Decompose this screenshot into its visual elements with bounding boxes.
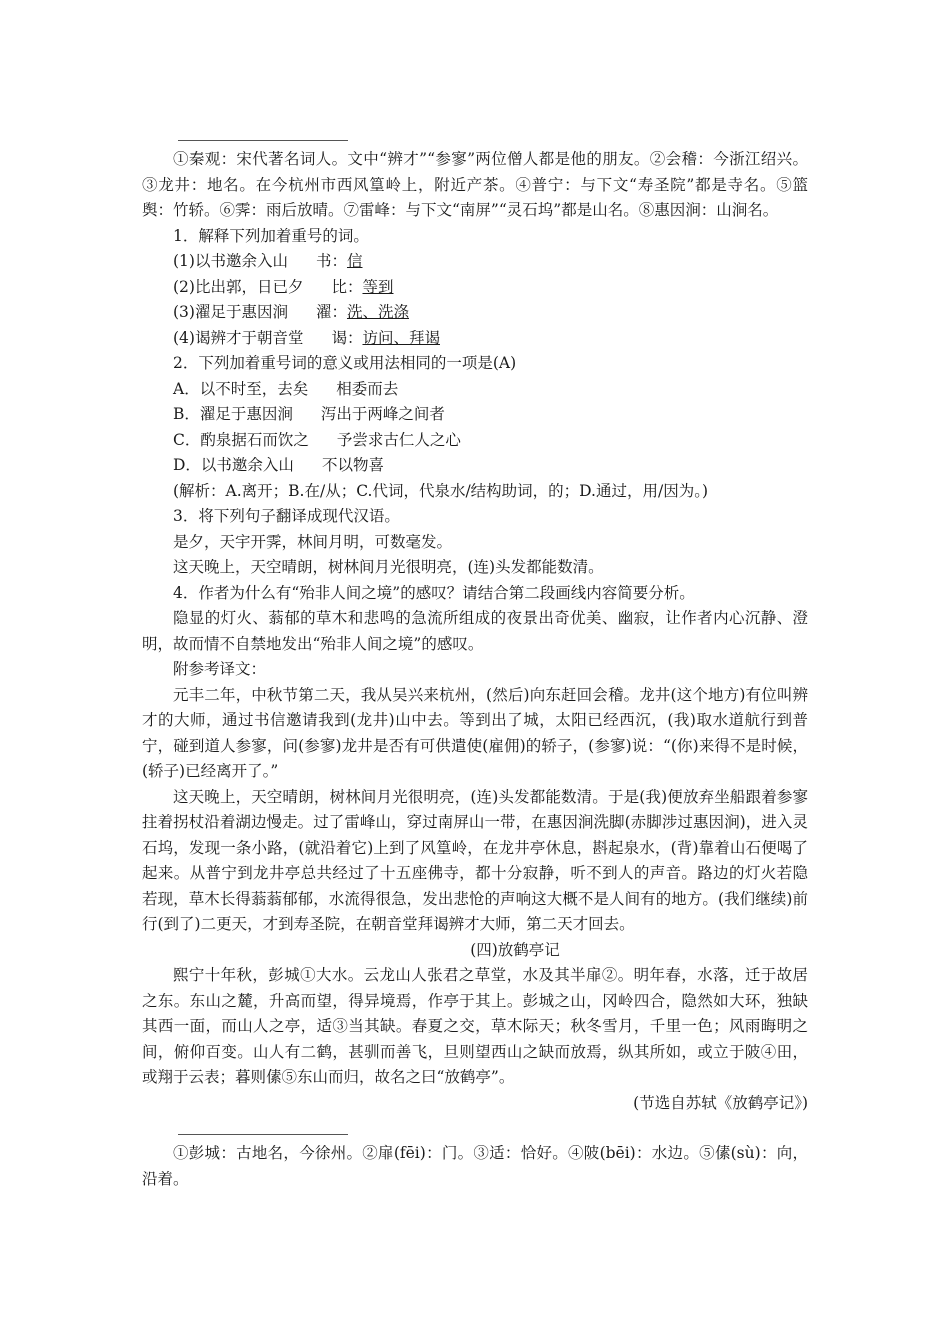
q2-analysis: (解析：A.离开；B.在/从；C.代词，代泉水/结构助词，的；D.通过，用/因为。) [173,481,708,500]
q1-title: 1．解释下列加着重号的词。 [173,226,369,245]
footnote-divider [178,140,348,141]
q1-item: (3)濯足于惠因涧 濯：洗、洗涤 [173,303,409,321]
q2-option: D．以书邀余入山 不以物喜 [173,456,384,474]
section-source: (节选自苏轼《放鹤亭记》) [633,1093,808,1112]
q1-item: (2)比出郭，日已夕 比：等到 [173,277,394,296]
q3-title: 3．将下列句子翻译成现代汉语。 [173,507,400,525]
q4-answer: 隐显的灯火、蓊郁的草木和悲鸣的急流所组成的夜景出奇优美、幽寂，让作者内心沉静、澄明，故而情不自禁地发出“殆非人间之境”的感叹。 [142,609,808,653]
footnotes-top: ①秦观：宋代著名词人。文中“辨才”“参寥”两位僧人都是他的朋友。②会稽：今浙江绍兴。③龙井：地名。在今杭州市西风篁岭上，附近产茶。④普宁：与下文“寿圣院”都是寺名。⑤篮舆：竹轿。⑥霁：雨后放晴。⑦雷峰：与下文“南屏”“灵石坞”都是山名。⑧惠因涧：山涧名。 [142,150,808,219]
section-title: (四)放鹤亭记 [470,940,560,959]
q1-item: (4)谒辨才于朝音堂 谒：访问、拜谒 [173,328,440,347]
q1-item: (1)以书邀余入山 书：信 [173,252,363,270]
translation-paragraph: 这天晚上，天空晴朗，树林间月光很明亮，(连)头发都能数清。于是(我)便放弃坐船跟着参寥拄着拐杖沿着湖边慢走。过了雷峰山，穿过南屏山一带，在惠因涧洗脚(赤脚涉过惠因涧)，进入灵石坞，发现一条小路，(就沿着它)上到了风篁岭，在龙井亭休息，斟起泉水，(背)靠着山石便喝了起来。从普宁到龙井亭总共经过了十五座佛寺，都十分寂静，听不到人的声音。路边的灯火若隐若现，草木长得蓊蓊郁郁，水流得很急，发出悲怆的声响这大概不是人间有的地方。(我们继续)前行(到了)二更天，才到寿圣院，在朝音堂拜谒辨才大师，第二天才回去。 [142,787,808,933]
q2-option: C．酌泉据石而饮之 予尝求古仁人之心 [173,430,461,449]
section-text: 熙宁十年秋，彭城①大水。云龙山人张君之草堂，水及其半扉②。明年春，水落，迁于故居之东。东山之麓，升高而望，得异境焉，作亭于其上。彭城之山，冈岭四合，隐然如大环，独缺其西一面，而山人之亭，适③当其缺。春夏之交，草木际天；秋冬雪月，千里一色；风雨晦明之间，俯仰百变。山人有二鹤，甚驯而善飞，旦则望西山之缺而放焉，纵其所如，或立于陂④田，或翔于云表；暮则傃⑤东山而归，故名之曰“放鹤亭”。 [142,966,808,1086]
document-page [142,0,808,1192]
translation-paragraph: 元丰二年，中秋节第二天，我从吴兴来杭州，(然后)向东赶回会稽。龙井(这个地方)有位叫辨才的大师，通过书信邀请我到(龙井)山中去。等到出了城，太阳已经西沉，(我)取水道航行到普宁，碰到道人参寥，问(参寥)龙井是否有可供遣使(雇佣)的轿子，(参寥)说：“(你)来得不是时候，(轿子)已经离开了。” [142,685,808,780]
q2-title: 2．下列加着重号词的意义或用法相同的一项是(A) [173,354,517,372]
q2-option: A．以不时至，去矣 相委而去 [173,379,399,398]
q3-sentence: 是夕，天宇开霁，林间月明，可数毫发。 [173,532,453,551]
footnotes-bottom: ①彭城：古地名，今徐州。②扉(fēi)：门。③适：恰好。④陂(bēi)：水边。⑤傃(sù)：向，沿着。 [142,1144,808,1188]
q4-title: 4．作者为什么有“殆非人间之境”的感叹？请结合第二段画线内容简要分析。 [173,583,695,602]
q3-answer: 这天晚上，天空晴朗，树林间月光很明亮，(连)头发都能数清。 [173,558,604,576]
footnote-divider [178,1134,348,1135]
translation-label: 附参考译文： [173,660,267,678]
q2-option: B．濯足于惠因涧 泻出于两峰之间者 [173,405,445,423]
